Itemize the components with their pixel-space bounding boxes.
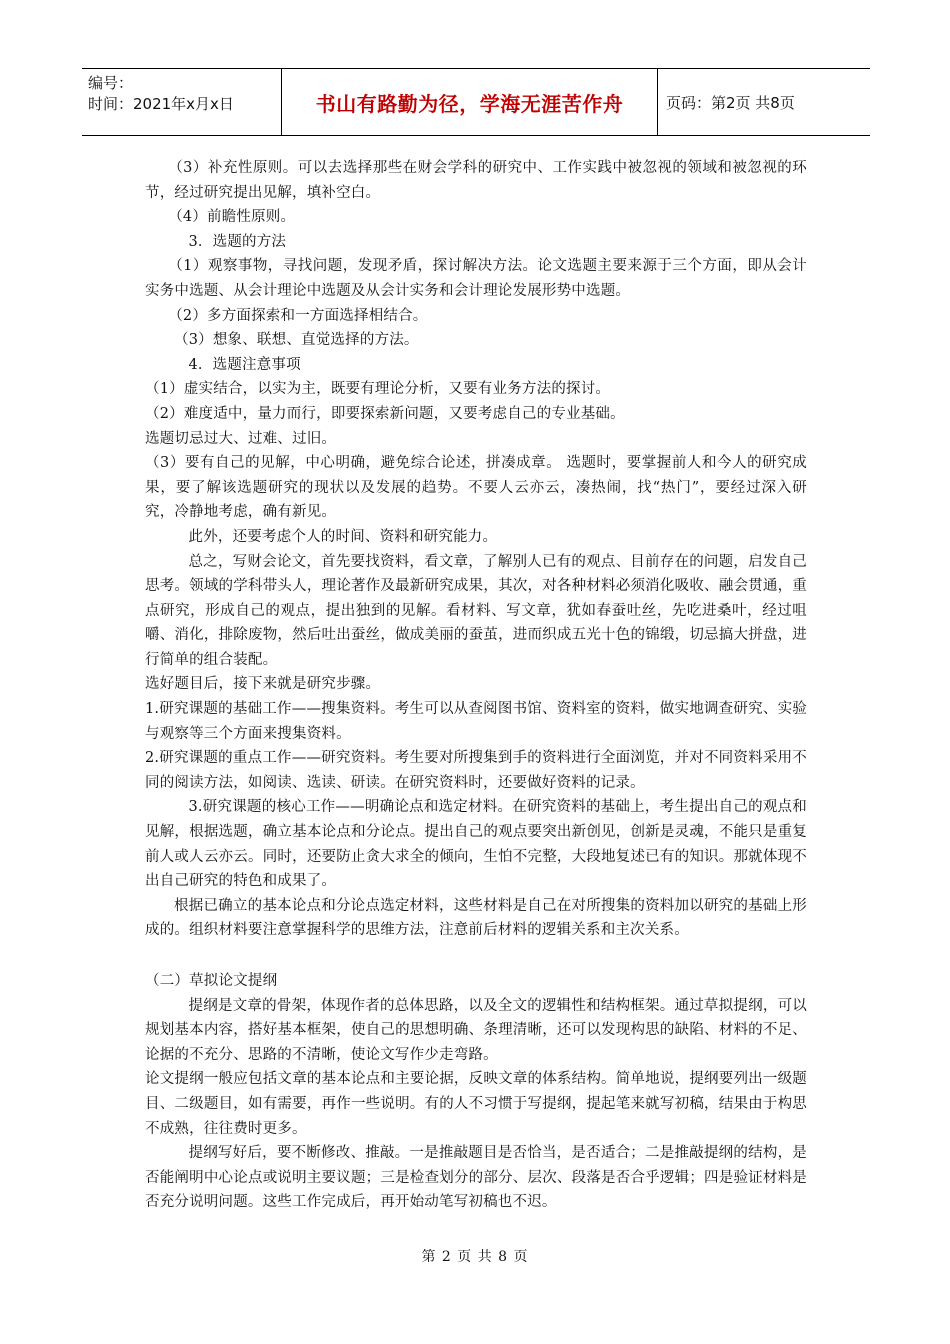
paragraph: （2）多方面探索和一方面选择相结合。: [168, 307, 428, 324]
paragraph: 此外，还要考虑个人的时间、资料和研究能力。: [188, 528, 498, 545]
paragraph: （3）想象、联想、直觉选择的方法。: [174, 332, 419, 349]
paragraph: （2）难度适中，量力而行，即要探索新问题，又要考虑自己的专业基础。: [145, 405, 625, 422]
paragraph: （1）虚实结合，以实为主，既要有理论分析，又要有业务方法的探讨。: [145, 381, 611, 398]
paragraph: （1）观察事物，寻找问题，发现矛盾，探讨解决方法。论文选题主要来源于三个方面，即从会计实务中选题、从会计理论中选题及从会计实务和会计理论发展形势中选题。: [145, 258, 807, 299]
header-page-info: 页码：第2页 共8页: [666, 93, 795, 112]
paragraph: （3）要有自己的见解，中心明确，避免综合论述，拼凑成章。 选题时，要掌握前人和今人的研究成果，要了解该选题研究的现状以及发展的趋势。不要人云亦云，凑热闹，找“热门”，要经过深入研究，冷静地考虑，确有新见。: [145, 455, 807, 521]
document-body: [145, 156, 807, 1215]
header-motto-cell: [282, 69, 658, 135]
section-heading: （二）草拟论文提纲: [145, 973, 278, 989]
paragraph: 3.研究课题的核心工作——明确论点和选定材料。在研究资料的基础上，考生提出自己的观点和见解，根据选题，确立基本论点和分论点。提出自己的观点要突出新创见，创新是灵魂，不能只是重复前人或人云亦云。同时，还要防止贪大求全的倾向，生怕不完整，大段地复述已有的知识。那就体现不出自己研究的特色和成果了。: [145, 799, 807, 890]
section-heading: 3．选题的方法: [188, 233, 287, 250]
doc-number-label: 编号：: [88, 74, 134, 92]
paragraph: 1.研究课题的基础工作——搜集资料。考生可以从查阅图书馆、资料室的资料，做实地调查研究、实验与观察等三个方面来搜集资料。: [145, 701, 807, 742]
paragraph: 选好题目后，接下来就是研究步骤。: [145, 676, 381, 693]
doc-date: 时间：2021年x月x日: [88, 95, 234, 113]
paragraph: 2.研究课题的重点工作——研究资料。考生要对所搜集到手的资料进行全面浏览，并对不同资料采用不同的阅读方法，如阅读、选读、研读。在研究资料时，还要做好资料的记录。: [145, 750, 807, 791]
page-footer: 第 2 页 共 8 页: [421, 1249, 529, 1265]
page-header: [82, 68, 870, 136]
paragraph: 选题切忌过大、过难、过旧。: [145, 430, 337, 447]
header-meta: [82, 69, 282, 135]
header-motto: 书山有路勤为径，学海无涯苦作舟: [315, 91, 624, 116]
paragraph: 总之，写财会论文，首先要找资料，看文章，了解别人已有的观点、目前存在的问题，启发自己思考。领域的学科带头人，理论著作及最新研究成果，其次，对各种材料必须消化吸收、融会贯通，重点研究，形成自己的观点，提出独到的见解。看材料、写文章，犹如春蚕吐丝，先吃进桑叶，经过咀嚼、消化，排除废物，然后吐出蚕丝，做成美丽的蚕茧，进而织成五光十色的锦缎，切忌搞大拼盘，进行简单的组合装配。: [145, 553, 807, 668]
paragraph: 提纲是文章的骨架，体现作者的总体思路，以及全文的逻辑性和结构框架。通过草拟提纲，可以规划基本内容，搭好基本框架，使自己的思想明确、条理清晰，还可以发现构思的缺陷、材料的不足、论据的不充分、思路的不清晰，使论文写作少走弯路。: [145, 997, 807, 1063]
section-heading: 4．选题注意事项: [188, 356, 301, 373]
paragraph: 论文提纲一般应包括文章的基本论点和主要论据，反映文章的体系结构。简单地说，提纲要列出一级题目、二级题目，如有需要，再作一些说明。有的人不习惯于写提纲，提起笔来就写初稿，结果由于构思不成熟，往往费时更多。: [145, 1071, 807, 1137]
paragraph: 提纲写好后，要不断修改、推敲。一是推敲题目是否恰当，是否适合；二是推敲提纲的结构，是否能阐明中心论点或说明主要议题；三是检查划分的部分、层次、段落是否合乎逻辑；四是验证材料是否充分说明问题。这些工作完成后，再开始动笔写初稿也不迟。: [145, 1145, 807, 1211]
paragraph: （3）补充性原则。可以去选择那些在财会学科的研究中、工作实践中被忽视的领域和被忽视的环节，经过研究提出见解，填补空白。: [145, 160, 807, 201]
paragraph: （4）前瞻性原则。: [168, 209, 296, 226]
paragraph: 根据已确立的基本论点和分论点选定材料，这些材料是自己在对所搜集的资料加以研究的基础上形成的。组织材料要注意掌握科学的思维方法，注意前后材料的逻辑关系和主次关系。: [145, 897, 807, 939]
